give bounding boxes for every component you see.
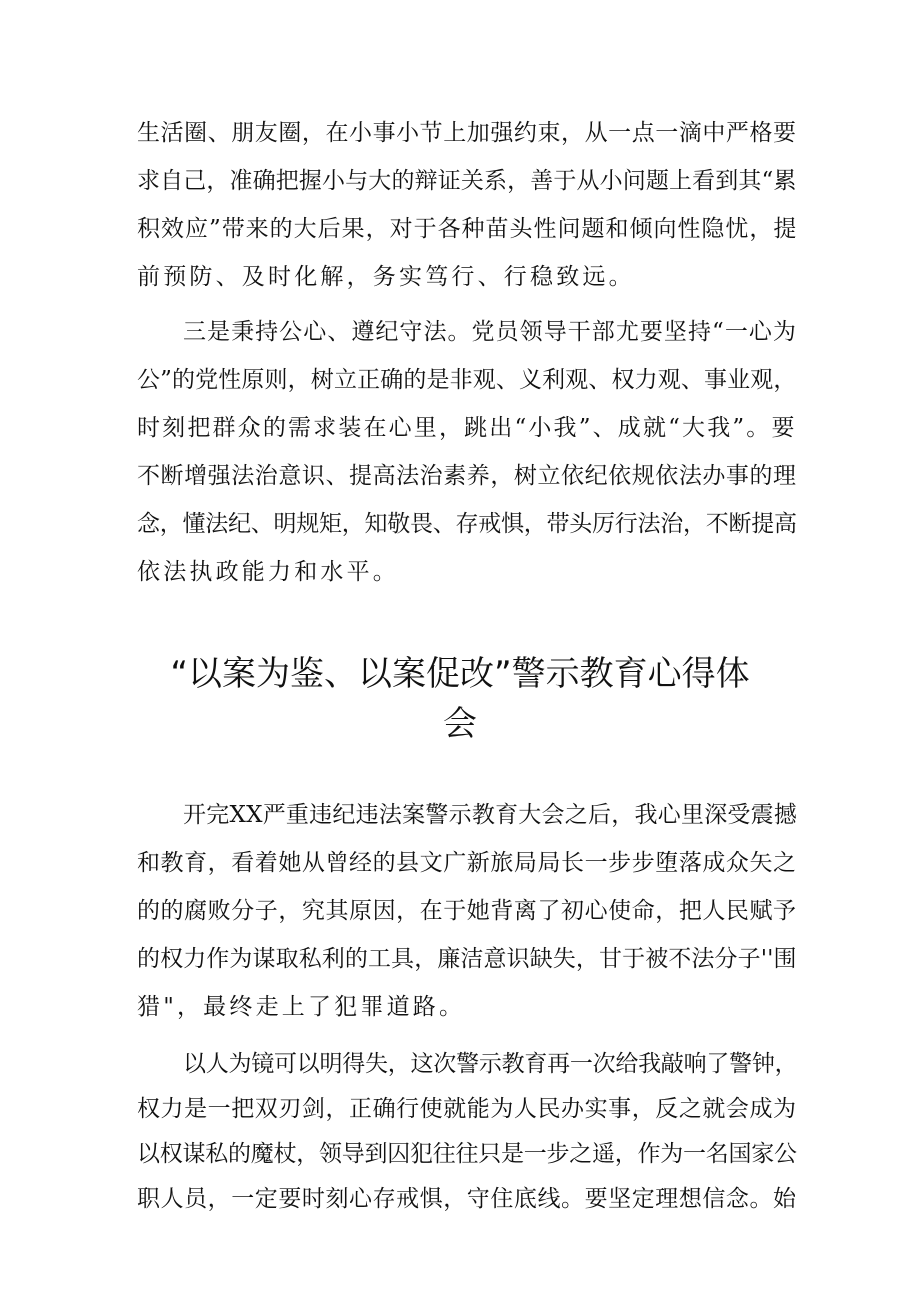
text-line: 求自己，准确把握小与大的辩证关系，善于从小问题上看到其“累 bbox=[137, 168, 797, 194]
text-line: 以人为镜可以明得失，这次警示教育再一次给我敲响了警钟， bbox=[183, 1051, 798, 1077]
text-line: 三是秉持公心、遵纪守法。党员领导干部尤要坚持“一心为 bbox=[183, 319, 797, 345]
text-line: 不断增强法治意识、提高法治素养，树立依纪依规依法办事的理 bbox=[137, 463, 797, 489]
text-line: 公”的党性原则，树立正确的是非观、义利观、权力观、事业观， bbox=[137, 367, 797, 393]
text-line: 开完XX严重违纪违法案警示教育大会之后，我心里深受震撼 bbox=[183, 802, 798, 828]
text-line: 以权谋私的魔杖，领导到囚犯往往只是一步之遥，作为一名国家公 bbox=[137, 1141, 797, 1167]
text-line: 前预防、及时化解，务实笃行、行稳致远。 bbox=[137, 264, 635, 290]
text-line: 的的腐败分子，究其原因，在于她背离了初心使命，把人民赋予 bbox=[137, 898, 797, 924]
text-line: 积效应”带来的大后果，对于各种苗头性问题和倾向性隐忧，提 bbox=[137, 216, 798, 242]
text-line: 的权力作为谋取私利的工具，廉洁意识缺失，甘于被不法分子''围 bbox=[137, 946, 797, 972]
text-line: 权力是一把双刃剑，正确行使就能为人民办实事，反之就会成为 bbox=[137, 1096, 797, 1122]
heading-line: 会 bbox=[443, 704, 477, 744]
text-line: 猎"，最终走上了犯罪道路。 bbox=[137, 994, 466, 1020]
text-line: 时刻把群众的需求装在心里，跳出“小我”、成就“大我”。要 bbox=[137, 415, 797, 441]
text-line: 和教育，看着她从曾经的县文广新旅局局长一步步堕落成众矢之 bbox=[137, 850, 797, 876]
heading-line: “以案为鉴、以案促改”警示教育心得体 bbox=[170, 654, 750, 694]
text-line: 依法执政能力和水平。 bbox=[137, 559, 399, 585]
text-line: 职人员，一定要时刻心存戒惧，守住底线。要坚定理想信念。始 bbox=[137, 1186, 797, 1212]
text-line: 生活圈、朋友圈，在小事小节上加强约束，从一点一滴中严格要 bbox=[137, 120, 797, 146]
text-line: 念，懂法纪、明规矩，知敬畏、存戒惧，带头厉行法治，不断提高 bbox=[137, 511, 797, 537]
